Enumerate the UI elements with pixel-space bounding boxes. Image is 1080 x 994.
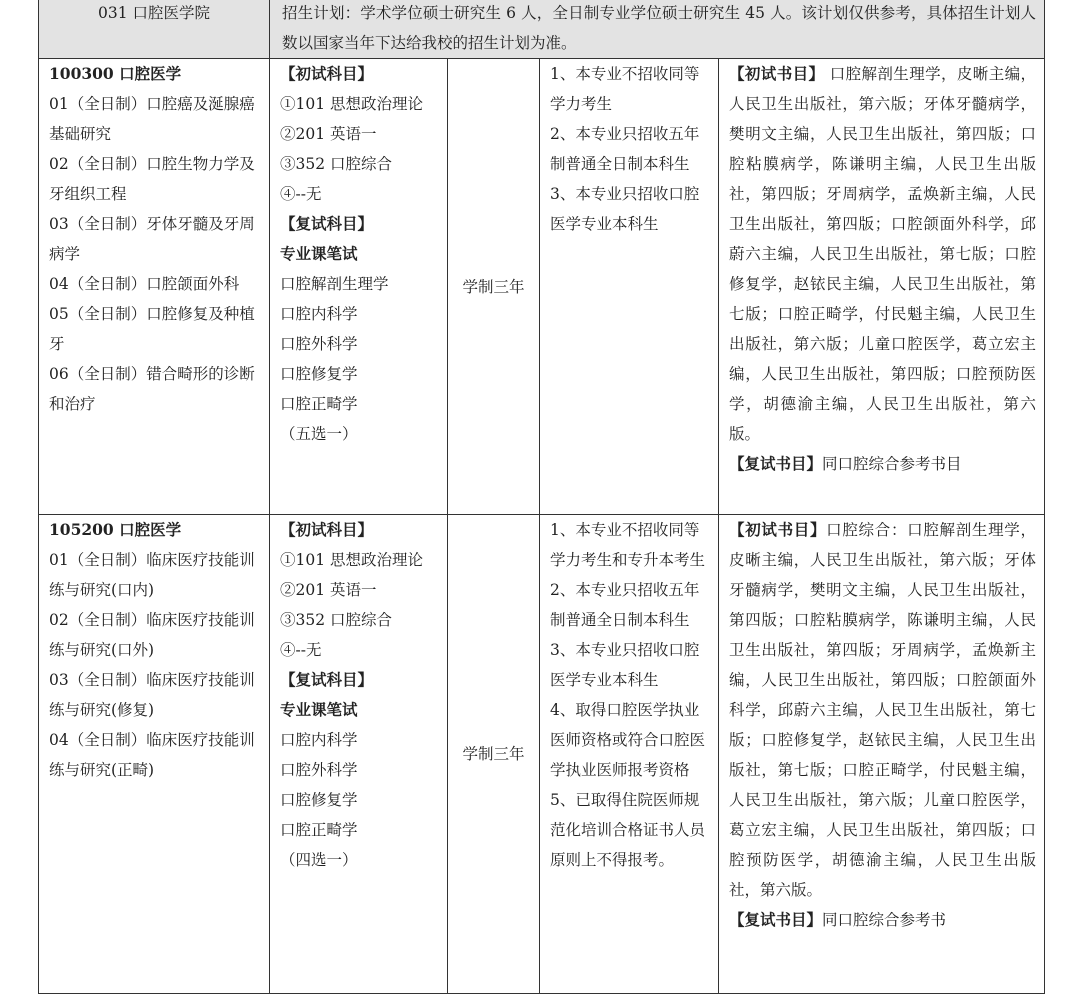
research-direction: 04（全日制）临床医疗技能训练与研究(正畸) — [49, 731, 255, 779]
enrollment-plan-cell: 招生计划：学术学位硕士研究生 6 人，全日制专业学位硕士研究生 45 人。该计划仅供参考，具体招生计划人数以国家当年下达给我校的招生计划为准。 — [270, 0, 1045, 59]
retest-choice: （四选一） — [280, 851, 358, 869]
initial-subject: ③352 口腔综合 — [280, 611, 393, 629]
reference-books-cell — [719, 515, 1045, 994]
duration-cell: 学制三年 — [448, 515, 540, 994]
research-direction: 03（全日制）临床医疗技能训练与研究(修复) — [49, 671, 255, 719]
retest-books-label: 【复试书目】 — [729, 910, 823, 929]
initial-exam-heading: 【初试科目】 — [280, 520, 374, 539]
header-row — [39, 0, 1045, 59]
note-item: 2、本专业只招收五年制普通全日制本科生 — [550, 125, 700, 173]
initial-subject: ①101 思想政治理论 — [280, 95, 424, 113]
note-item: 1、本专业不招收同等学力考生和专升本考生 — [550, 521, 706, 569]
retest-choice: （五选一） — [280, 425, 358, 443]
initial-subject: ①101 思想政治理论 — [280, 551, 424, 569]
research-direction: 01（全日制）临床医疗技能训练与研究(口内) — [49, 551, 255, 599]
retest-subject: 口腔修复学 — [280, 791, 358, 809]
initial-subject: ②201 英语一 — [280, 581, 377, 599]
major-code-title: 105200 口腔医学 — [49, 520, 182, 539]
school-cell: 031 口腔医学院 — [39, 0, 270, 59]
initial-books-text: 口腔综合：口腔解剖生理学，皮晰主编，人民卫生出版社，第六版；牙体牙髓病学，樊明文主编，人民卫生出版社，第四版；口腔粘膜病学，陈谦明主编，人民卫生出版社，第四版；牙周病学，孟焕新主编，人民卫生出版社，第四版；口腔颌面外科学，邱蔚六主编，人民卫生出版社，第七版；口腔修复学，赵铱民主编，人民卫生出版社，第七版；口腔正畸学，付民魁主编，人民卫生出版社，第六版；儿童口腔医学，葛立宏主编，人民卫生出版社，第四版；口腔预防医学，胡德渝主编，人民卫生出版社，第六版。 — [729, 521, 1036, 899]
research-direction: 05（全日制）口腔修复及种植牙 — [49, 305, 255, 353]
research-direction: 02（全日制）口腔生物力学及牙组织工程 — [49, 155, 255, 203]
retest-heading: 【复试科目】 — [280, 670, 374, 689]
initial-books-text: 口腔解剖生理学，皮晰主编，人民卫生出版社，第六版；牙体牙髓病学，樊明文主编，人民卫生出版社，第四版；口腔粘膜病学，陈谦明主编，人民卫生出版社，第四版；牙周病学，孟焕新主编，人民卫生出版社，第四版；口腔颌面外科学，邱蔚六主编，人民卫生出版社，第七版；口腔修复学，赵铱民主编，人民卫生出版社，第七版；口腔正畸学，付民魁主编，人民卫生出版社，第六版；儿童口腔医学，葛立宏主编，人民卫生出版社，第四版；口腔预防医学，胡德渝主编，人民卫生出版社，第六版。 — [729, 65, 1036, 443]
research-direction: 01（全日制）口腔癌及涎腺癌基础研究 — [49, 95, 255, 143]
initial-subject: ③352 口腔综合 — [280, 155, 393, 173]
major-cell — [39, 59, 270, 515]
retest-books-text: 同口腔综合参考书目 — [822, 455, 962, 473]
exam-subjects-cell — [270, 59, 448, 515]
notes-cell — [540, 59, 719, 515]
retest-subject: 口腔外科学 — [280, 761, 358, 779]
retest-subject: 口腔内科学 — [280, 731, 358, 749]
initial-subject: ②201 英语一 — [280, 125, 377, 143]
retest-subject: 口腔正畸学 — [280, 395, 358, 413]
retest-subject: 口腔外科学 — [280, 335, 358, 353]
major-code-title: 100300 口腔医学 — [49, 64, 182, 83]
note-item: 2、本专业只招收五年制普通全日制本科生 — [550, 581, 700, 629]
notes-cell — [540, 515, 719, 994]
note-item: 5、已取得住院医师规范化培训合格证书人员原则上不得报考。 — [550, 791, 706, 869]
program-row — [39, 515, 1045, 994]
retest-books-label: 【复试书目】 — [729, 454, 823, 473]
retest-subject: 口腔解剖生理学 — [280, 275, 389, 293]
exam-subjects-cell — [270, 515, 448, 994]
research-direction: 06（全日制）错合畸形的诊断和治疗 — [49, 365, 255, 413]
research-direction: 02（全日制）临床医疗技能训练与研究(口外) — [49, 611, 255, 659]
retest-heading: 【复试科目】 — [280, 214, 374, 233]
retest-type: 专业课笔试 — [280, 700, 358, 719]
admissions-table — [38, 0, 1045, 994]
initial-books-label: 【初试书目】 — [729, 520, 827, 539]
initial-books-label: 【初试书目】 — [729, 64, 825, 83]
research-direction: 03（全日制）牙体牙髓及牙周病学 — [49, 215, 255, 263]
initial-exam-heading: 【初试科目】 — [280, 64, 374, 83]
retest-books-text: 同口腔综合参考书 — [822, 911, 947, 929]
duration-cell: 学制三年 — [448, 59, 540, 515]
initial-subject: ④--无 — [280, 185, 322, 203]
note-item: 4、取得口腔医学执业医师资格或符合口腔医学执业医师报考资格 — [550, 701, 706, 779]
retest-subject: 口腔内科学 — [280, 305, 358, 323]
note-item: 3、本专业只招收口腔医学专业本科生 — [550, 641, 700, 689]
retest-type: 专业课笔试 — [280, 244, 358, 263]
reference-books-cell — [719, 59, 1045, 515]
retest-subject: 口腔修复学 — [280, 365, 358, 383]
note-item: 1、本专业不招收同等学力考生 — [550, 65, 700, 113]
retest-subject: 口腔正畸学 — [280, 821, 358, 839]
major-cell — [39, 515, 270, 994]
research-direction: 04（全日制）口腔颌面外科 — [49, 275, 240, 293]
program-row — [39, 59, 1045, 515]
note-item: 3、本专业只招收口腔医学专业本科生 — [550, 185, 700, 233]
initial-subject: ④--无 — [280, 641, 322, 659]
